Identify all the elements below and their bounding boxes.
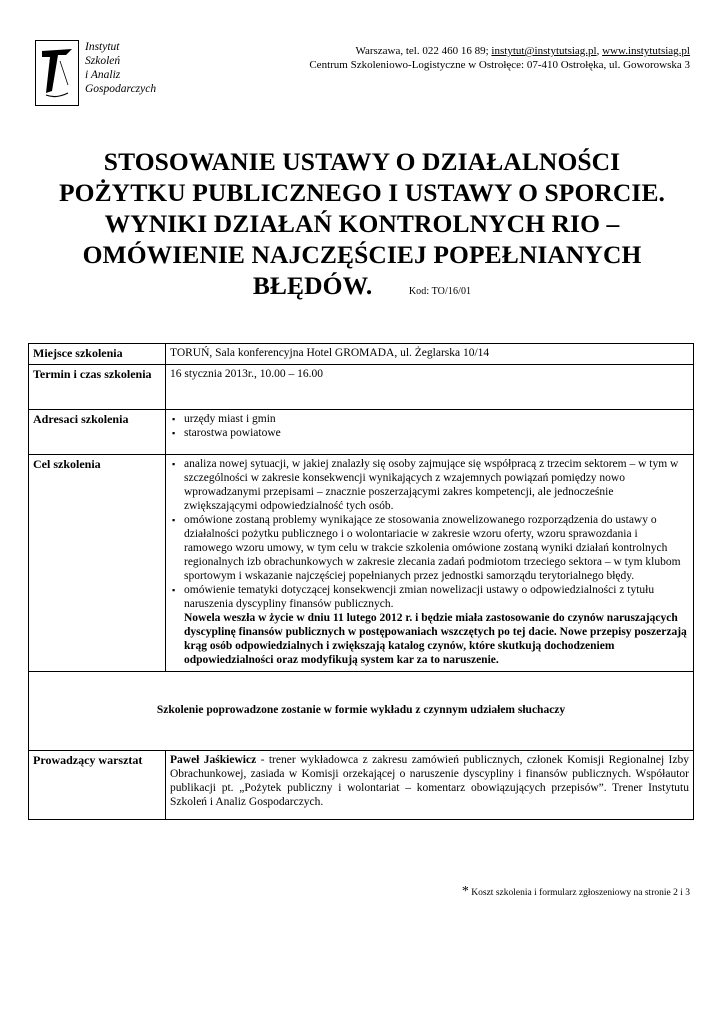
audience-list-cell	[166, 410, 694, 455]
goal-cell	[166, 455, 694, 672]
list-item: ▪ omówienie tematyki dotyczącej konsekwencji zmian nowelizacji ustawy o odpowiedzialności z tytułu naruszenia dyscypliny finansów publicznych.	[170, 583, 689, 611]
logo-line: Instytut	[85, 41, 120, 53]
pen-nib-icon	[36, 41, 78, 105]
date-value: 16 stycznia 2013r., 10.00 – 16.00	[166, 365, 694, 410]
trainer-label: Prowadzący warsztat	[29, 751, 166, 820]
list-item: ▪ urzędy miast i gmin	[170, 412, 689, 426]
table-row	[29, 751, 694, 820]
footnote-text: Koszt szkolenia i formularz zgłoszeniowy na stronie 2 i 3	[471, 888, 690, 898]
document-title	[30, 146, 694, 307]
contact-line-1	[309, 44, 690, 58]
list-item: ▪ analiza nowej sytuacji, w jakiej znalazły się osoby zajmujące się współpracą z trzecim sektorem – w tym w szczególności w zakresie konsekwencji wynikających z wzajemnych powiązań pomiędzy nowo wprowadzanymi przepisami – znacznie poszerzającymi zakres kompetencji, ale jednocześnie zwiększającymi odpowiedzialność tych osób.	[170, 457, 689, 513]
trainer-name: Paweł Jaśkiewicz	[170, 754, 257, 766]
date-label: Termin i czas szkolenia	[29, 365, 166, 410]
audience-label: Adresaci szkolenia	[29, 410, 166, 455]
trainer-cell	[166, 751, 694, 820]
table-row	[29, 344, 694, 365]
institute-logo	[35, 40, 155, 108]
contact-phone: Warszawa, tel. 022 460 16 89;	[355, 45, 489, 57]
footer-note	[462, 884, 690, 900]
table-row	[29, 672, 694, 751]
form-note: Szkolenie poprowadzone zostanie w formie wykładu z czynnym udziałem słuchaczy	[29, 672, 694, 751]
goal-label: Cel szkolenia	[29, 455, 166, 672]
title-line: STOSOWANIE USTAWY O DZIAŁALNOŚCI	[103, 147, 621, 176]
email-link[interactable]: instytut@instytutsiag.pl	[491, 45, 597, 57]
title-line: BŁĘDÓW.	[252, 271, 373, 300]
contact-header	[309, 44, 690, 72]
trainer-description: - trener wykładowca z zakresu zamówień publicznych, członek Komisji Regionalnej Izby Obrachunkowej, zasiada w Komisji orzekającej o naruszenie dyscypliny i finansów publicznych. Współautor publikacji pt. „Pożytek publiczny i wolontariat – komentarz obowiązujących przepisów”. Trener Instytutu Szkoleń i Analiz Gospodarczych.	[170, 754, 689, 808]
list-item: ▪ omówione zostaną problemy wynikające ze stosowania znowelizowanego rozporządzenia do ustawy o działalności pożytku publicznego i o wolontariacie w zakresie wzoru oferty, wzoru sprawozdania i ramowego wzoru umowy, w tym celu w trakcie szkolenia omówione zostaną wyniki działań kontrolnych regionalnych izb obrachunkowych w zakresie zlecania zadań podmiotom trzeciego sektora – w tym klubom sportowym i wskazanie najczęściej popełnianych przez jednostki samorządu terytorialnego błędy.	[170, 513, 689, 583]
table-row	[29, 455, 694, 672]
goal-bold-note: Nowela weszła w życie w dniu 11 lutego 2012 r. i będzie miała zastosowanie do czynów naruszających dyscyplinę finansów publicznych w postępowaniach wszczętych po tej dacie. Nowe przepisy poszerzają krąg osób odpowiedzialnych i zwiększają katalog czynów, które skutkują dochodzeniem odpowiedzialności oraz modyfikują system kar za to naruszenie.	[184, 612, 687, 666]
place-label: Miejsce szkolenia	[29, 344, 166, 365]
title-line: OMÓWIENIE NAJCZĘŚCIEJ POPEŁNIANYCH	[82, 240, 642, 269]
title-line: WYNIKI DZIAŁAŃ KONTROLNYCH RIO –	[104, 209, 620, 238]
goal-list	[170, 457, 689, 611]
website-link[interactable]: www.instytutsiag.pl	[602, 45, 690, 57]
contact-line-2: Centrum Szkoleniowo-Logistyczne w Ostrołęce: 07-410 Ostrołęka, ul. Goworowska 3	[309, 59, 690, 71]
logo-line: Szkoleń	[85, 55, 121, 67]
title-last-line	[30, 270, 694, 307]
logo-line: Gospodarczych	[85, 83, 157, 95]
footnote-star: *	[461, 884, 469, 899]
table-row	[29, 410, 694, 455]
course-code: Kod: TO/16/01	[408, 286, 472, 297]
logo-line: i Analiz	[85, 69, 121, 81]
logo-wordmark	[85, 40, 156, 96]
place-value: TORUŃ, Sala konferencyjna Hotel GROMADA, ul. Żeglarska 10/14	[166, 344, 694, 365]
logo-emblem	[35, 40, 79, 106]
table-row	[29, 365, 694, 410]
audience-list	[170, 412, 689, 440]
list-item: ▪ starostwa powiatowe	[170, 426, 689, 440]
course-details-table	[28, 343, 694, 820]
title-line: POŻYTKU PUBLICZNEGO I USTAWY O SPORCIE.	[58, 178, 666, 207]
contact-separator: ,	[596, 45, 600, 57]
